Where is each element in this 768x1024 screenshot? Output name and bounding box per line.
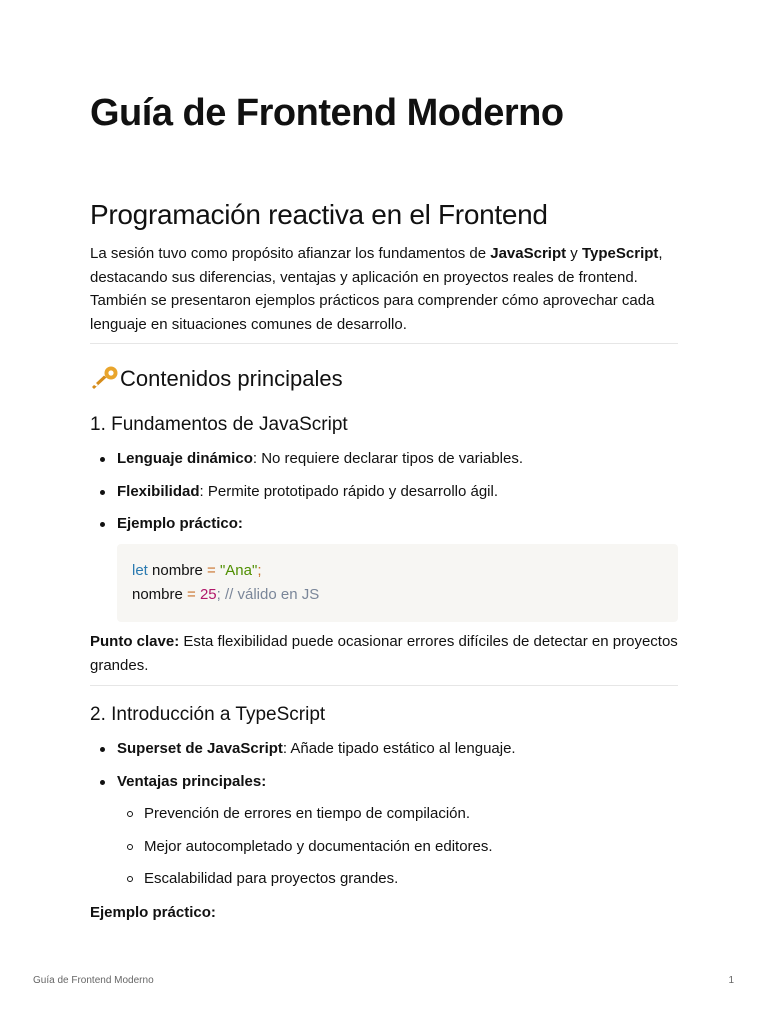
list-item xyxy=(90,449,678,482)
list-item xyxy=(90,514,678,547)
list-item-label: Ejemplo práctico: xyxy=(117,515,243,532)
code-operator: = xyxy=(207,562,216,579)
code-semicolon: ; xyxy=(216,585,221,603)
key-point-label: Punto clave: xyxy=(90,633,180,650)
contents-heading xyxy=(90,365,343,392)
session-heading: Programación reactiva en el Frontend xyxy=(90,199,548,230)
code-identifier: nombre xyxy=(132,585,188,603)
list-item: Prevención de errores en tiempo de compilación. xyxy=(90,804,678,837)
section-divider xyxy=(90,343,678,344)
code-semicolon: ; xyxy=(257,562,262,579)
typescript-intro-heading: 2. Introducción a TypeScript xyxy=(90,704,326,725)
key-point-paragraph xyxy=(90,630,678,677)
code-string: "Ana" xyxy=(215,562,258,579)
code-number: 25 xyxy=(195,585,217,603)
list-item xyxy=(90,482,678,515)
typescript-features-list xyxy=(90,739,678,804)
intro-text-2: y xyxy=(566,245,582,262)
intro-bold-javascript: JavaScript xyxy=(490,245,567,262)
contents-heading-label: Contenidos principales xyxy=(120,366,343,391)
list-item-text: : Añade tipado estático al lenguaje. xyxy=(282,740,516,757)
list-item: Escalabilidad para proyectos grandes. xyxy=(90,869,678,902)
list-item-text: : No requiere declarar tipos de variables. xyxy=(252,450,523,467)
code-keyword: let xyxy=(132,562,148,579)
example-label: Ejemplo práctico: xyxy=(90,904,216,921)
key-icon xyxy=(90,365,120,391)
code-line-1 xyxy=(132,559,663,583)
typescript-example-label xyxy=(90,901,678,925)
code-line-2 xyxy=(132,583,663,607)
list-item-label: Lenguaje dinámico xyxy=(117,450,253,467)
code-identifier: nombre xyxy=(147,562,208,579)
intro-bold-typescript: TypeScript xyxy=(581,245,659,262)
list-item xyxy=(90,772,678,805)
session-intro xyxy=(90,242,678,336)
list-item-label: Superset de JavaScript xyxy=(117,740,283,757)
typescript-advantages-list xyxy=(90,804,678,902)
javascript-code-block xyxy=(117,544,678,622)
list-item-label: Ventajas principales: xyxy=(117,772,267,790)
document-title: Guía de Frontend Moderno xyxy=(90,92,564,134)
section-divider xyxy=(90,685,678,686)
javascript-features-list xyxy=(90,449,678,547)
intro-text-1: La sesión tuvo como propósito afianzar los fundamentos de xyxy=(90,245,491,262)
code-operator: = xyxy=(187,585,196,603)
javascript-fundamentals-heading: 1. Fundamentos de JavaScript xyxy=(90,414,348,435)
list-item-text: : Permite prototipado rápido y desarrollo ágil. xyxy=(199,482,499,500)
list-item xyxy=(90,739,678,772)
intro-text-3: , destacando sus diferencias, ventajas y aplicación en proyectos reales de frontend. También se presentaron ejemplos prácticos para comprender cómo aprovechar cada lenguaje en situaciones comunes de desarrollo. xyxy=(90,245,663,333)
footer-document-name: Guía de Frontend Moderno xyxy=(33,975,154,986)
footer-page-number: 1 xyxy=(728,975,734,986)
key-point-text: Esta flexibilidad puede ocasionar errores difíciles de detectar en proyectos grandes. xyxy=(90,633,678,674)
list-item-label: Flexibilidad xyxy=(117,482,200,500)
list-item: Mejor autocompletado y documentación en editores. xyxy=(90,837,678,870)
code-comment: // válido en JS xyxy=(220,585,320,603)
